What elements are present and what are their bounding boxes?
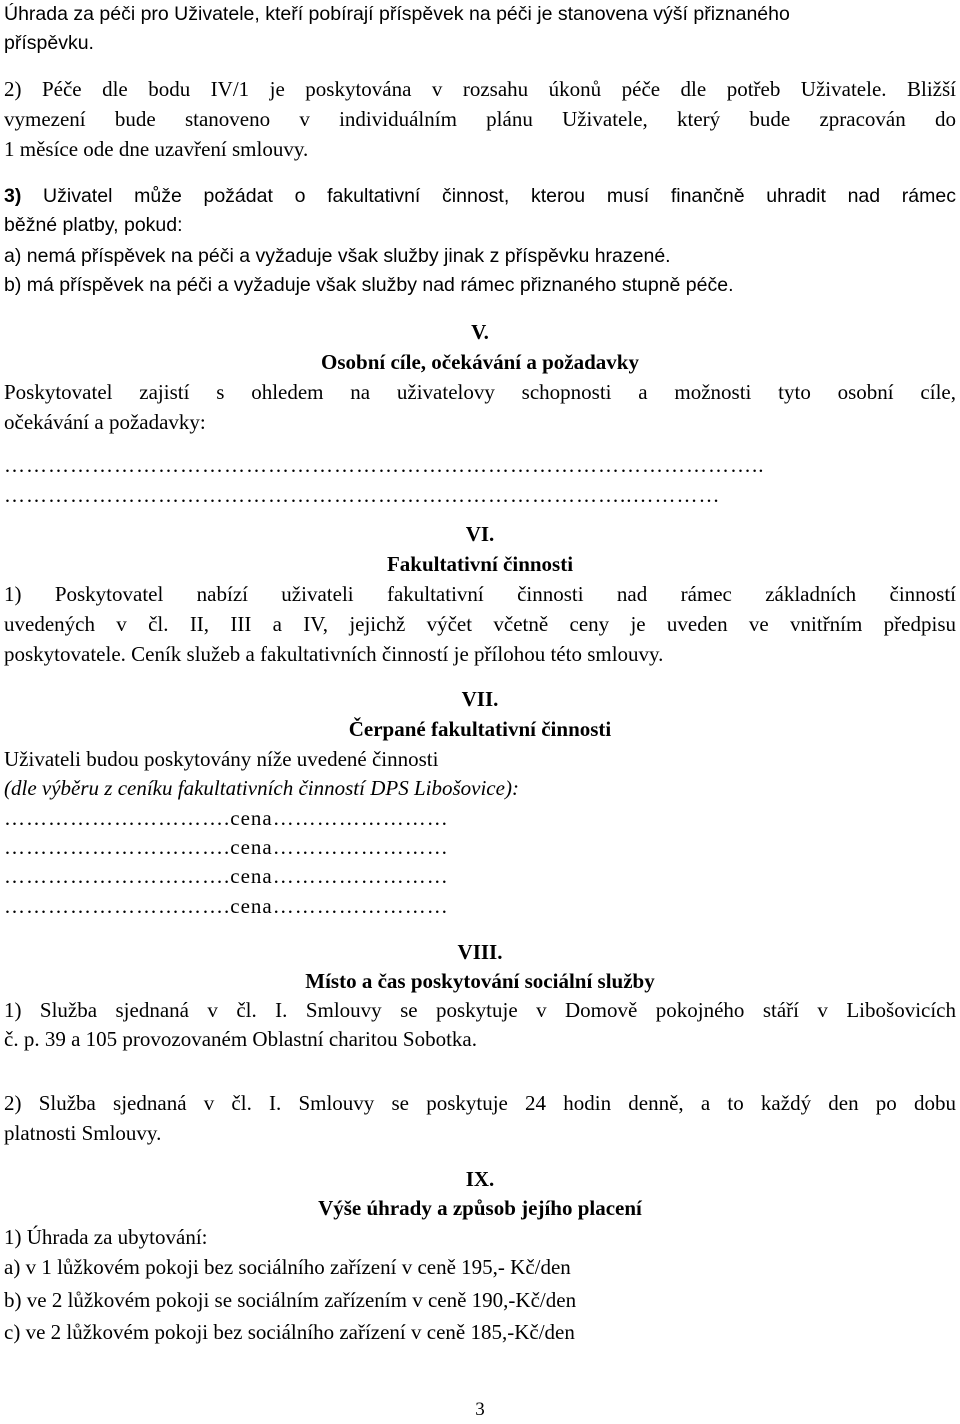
section-number: VIII. [457, 940, 503, 964]
dotted-placeholder-line: …………………………………………………………………………..………… [4, 483, 721, 507]
price-placeholder-line: ………………………….cena…………………… [4, 835, 449, 859]
section-number: IX. [465, 1167, 495, 1191]
paragraph-line: 1) Úhrada za ubytování: [4, 1225, 208, 1249]
section-title: Čerpané fakultativní činnosti [348, 717, 612, 741]
paragraph-line: uvedených v čl. II, III a IV, jejichž výčet včetně ceny je uveden ve vnitřním předpisu [4, 612, 956, 636]
section-title: Výše úhrady a způsob jejího placení [318, 1196, 642, 1220]
paragraph-line: b) má příspěvek na péči a vyžaduje však služby nad rámec přiznaného stupně péče. [4, 274, 734, 296]
paragraph-line: vymezení bude stanoveno v individuálním plánu Uživatele, který bude zpracován do [4, 107, 956, 131]
paragraph-line: a) v 1 lůžkovém pokoji bez sociálního zařízení v ceně 195,- Kč/den [4, 1255, 571, 1279]
paragraph-line [4, 182, 956, 210]
paragraph-line: a) nemá příspěvek na péči a vyžaduje však služby jinak z příspěvku hrazené. [4, 245, 671, 267]
paragraph-line: 1) Poskytovatel nabízí uživateli fakultativní činnosti nad rámec základních činností [4, 582, 956, 606]
paragraph-line: očekávání a požadavky: [4, 410, 206, 434]
paragraph-line: platnosti Smlouvy. [4, 1121, 162, 1145]
page-number: 3 [475, 1399, 485, 1420]
paragraph-line: 2) Péče dle bodu IV/1 je poskytována v rozsahu úkonů péče dle potřeb Uživatele. Bližší [4, 77, 956, 101]
paragraph-line: c) ve 2 lůžkovém pokoji bez sociálního zařízení v ceně 185,-Kč/den [4, 1320, 575, 1344]
paragraph-line: příspěvku. [4, 32, 94, 54]
price-placeholder-line: ………………………….cena…………………… [4, 864, 449, 888]
paragraph-line: 1 měsíce ode dne uzavření smlouvy. [4, 137, 309, 161]
dotted-placeholder-line: ………………………………………………………………………………………….. [4, 453, 765, 477]
item-number: 3) [4, 185, 22, 207]
section-title: Místo a čas poskytování sociální služby [305, 969, 655, 993]
paragraph-line: Uživateli budou poskytovány níže uvedené činnosti [4, 747, 439, 771]
section-number: VII. [461, 687, 499, 711]
price-placeholder-line: ………………………….cena…………………… [4, 894, 449, 918]
item-text: Uživatel může požádat o fakultativní činnost, kterou musí finančně uhradit nad rámec [21, 185, 956, 207]
price-placeholder-line: ………………………….cena…………………… [4, 806, 449, 830]
paragraph-line: č. p. 39 a 105 provozovaném Oblastní charitou Sobotka. [4, 1027, 477, 1051]
paragraph-line: (dle výběru z ceníku fakultativních činností DPS Libošovice): [4, 776, 519, 800]
paragraph-line: 1) Služba sjednaná v čl. I. Smlouvy se poskytuje v Domově pokojného stáří v Libošovicích [4, 998, 956, 1022]
paragraph-line: Úhrada za péči pro Uživatele, kteří pobírají příspěvek na péči je stanovena výší přiznaného [4, 3, 790, 25]
paragraph-line: poskytovatele. Ceník služeb a fakultativních činností je přílohou této smlouvy. [4, 642, 664, 666]
section-title: Fakultativní činnosti [386, 552, 574, 576]
paragraph-line: běžné platby, pokud: [4, 214, 183, 236]
paragraph-line: 2) Služba sjednaná v čl. I. Smlouvy se poskytuje 24 hodin denně, a to každý den po dobu [4, 1091, 956, 1115]
section-number: VI. [465, 522, 495, 546]
section-title: Osobní cíle, očekávání a požadavky [321, 350, 639, 374]
paragraph-line: Poskytovatel zajistí s ohledem na uživatelovy schopnosti a možnosti tyto osobní cíle, [4, 380, 956, 404]
paragraph-line: b) ve 2 lůžkovém pokoji se sociálním zařízením v ceně 190,-Kč/den [4, 1288, 577, 1312]
section-number: V. [471, 320, 489, 344]
